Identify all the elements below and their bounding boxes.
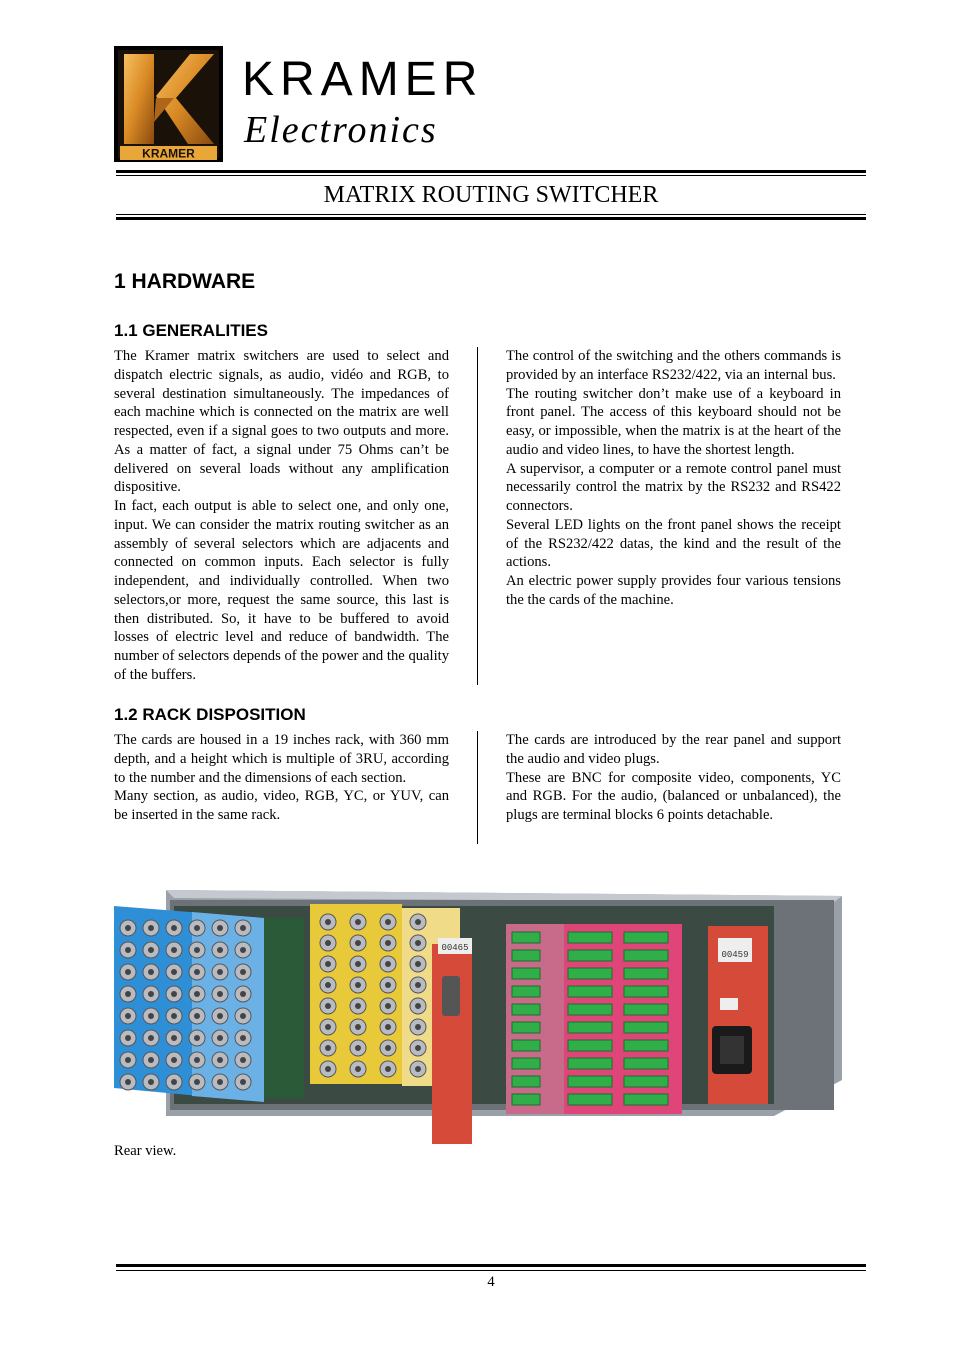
- title-rule-top-thick: [116, 170, 866, 173]
- kramer-logo: [114, 46, 223, 162]
- bnc-connector-pin: [194, 1013, 200, 1019]
- bnc-connector-pin: [171, 1079, 177, 1085]
- footer-rule-thick: [116, 1264, 866, 1267]
- bnc-connector-pin: [240, 1013, 246, 1019]
- terminal-block: [568, 986, 612, 997]
- title-rule-top-thin: [116, 175, 866, 176]
- bnc-connector-pin: [385, 961, 391, 967]
- bnc-connector-pin: [415, 1024, 421, 1030]
- bnc-connector-pin: [240, 1057, 246, 1063]
- paragraph: In fact, each output is able to select one, and only one, input. We can consider the matrix routing switcher as an assembly of several selectors which are adjacents and connected on common inputs. Each selector is fully independent, and individually controlled. When two selectors,or more, request the same source, this last is then distributed. So, it have to be buffered to avoid losses of electric level and reduce of bandwidth. The number of selectors depends of the power and the quality of the buffers.: [114, 498, 449, 683]
- bnc-connector-pin: [325, 1024, 331, 1030]
- document-title: MATRIX ROUTING SWITCHER: [323, 182, 659, 208]
- figure-caption: Rear view.: [114, 1143, 177, 1159]
- paragraph: These are BNC for composite video, components, YC and RGB. For the audio, (balanced or unbalanced), the plugs are terminal blocks 6 points detachable.: [506, 769, 841, 823]
- bnc-connector-pin: [148, 1057, 154, 1063]
- subsection-heading-generalities: 1.1 GENERALITIES: [114, 321, 268, 340]
- bnc-connector-pin: [217, 925, 223, 931]
- bnc-connector-pin: [194, 969, 200, 975]
- bnc-connector-pin: [125, 1035, 131, 1041]
- bnc-connector-pin: [194, 1057, 200, 1063]
- terminal-block: [568, 1058, 612, 1069]
- bnc-connector-pin: [148, 991, 154, 997]
- terminal-block: [512, 1022, 540, 1033]
- terminal-block: [568, 1076, 612, 1087]
- bnc-connector-pin: [171, 1013, 177, 1019]
- bnc-connector-pin: [415, 982, 421, 988]
- subsection-heading-rack-disposition: 1.2 RACK DISPOSITION: [114, 705, 306, 724]
- bnc-connector-pin: [240, 969, 246, 975]
- paragraph: An electric power supply provides four various tensions the the cards of the machine.: [506, 573, 841, 608]
- brand-subtitle: Electronics: [244, 109, 438, 151]
- section-heading: 1 HARDWARE: [114, 270, 256, 293]
- bnc-connector-pin: [171, 1035, 177, 1041]
- footer-rule-thin: [116, 1270, 866, 1271]
- bnc-connector-pin: [125, 969, 131, 975]
- bnc-connector-pin: [217, 991, 223, 997]
- bnc-connector-pin: [385, 982, 391, 988]
- bnc-connector-pin: [171, 969, 177, 975]
- terminal-block: [624, 950, 668, 961]
- bnc-connector-pin: [217, 969, 223, 975]
- paragraph: The control of the switching and the others commands is provided by an interface RS232/422, via an internal bus.: [506, 348, 841, 383]
- rack-right-column: [506, 731, 841, 825]
- generalities-right-column: [506, 347, 841, 610]
- bnc-connector-pin: [125, 925, 131, 931]
- bnc-connector-pin: [125, 991, 131, 997]
- bnc-connector-pin: [415, 961, 421, 967]
- bnc-connector-pin: [148, 1035, 154, 1041]
- bnc-connector-pin: [194, 947, 200, 953]
- bnc-connector-pin: [217, 1079, 223, 1085]
- bnc-connector-pin: [325, 1045, 331, 1051]
- terminal-block: [512, 986, 540, 997]
- bnc-connector-pin: [194, 1079, 200, 1085]
- bnc-connector-pin: [125, 1079, 131, 1085]
- bnc-connector-pin: [385, 919, 391, 925]
- terminal-block: [512, 1094, 540, 1105]
- bnc-connector-pin: [385, 1045, 391, 1051]
- bnc-connector-pin: [415, 1045, 421, 1051]
- paragraph: Many section, as audio, video, RGB, YC, or YUV, can be inserted in the same rack.: [114, 788, 449, 823]
- bnc-connector-pin: [194, 991, 200, 997]
- bnc-connector-pin: [385, 1003, 391, 1009]
- terminal-block: [624, 932, 668, 943]
- terminal-block: [568, 950, 612, 961]
- bnc-connector-pin: [217, 1035, 223, 1041]
- bnc-connector-pin: [194, 1035, 200, 1041]
- paragraph: A supervisor, a computer or a remote control panel must necessarily control the matrix by the RS232 and RS422 connectors.: [506, 460, 841, 514]
- bnc-connector-pin: [415, 1003, 421, 1009]
- terminal-block: [512, 968, 540, 979]
- bnc-connector-pin: [355, 1045, 361, 1051]
- terminal-block: [568, 968, 612, 979]
- bnc-connector-pin: [148, 925, 154, 931]
- terminal-block: [568, 932, 612, 943]
- bnc-connector-pin: [415, 1066, 421, 1072]
- brand-name: KRAMER: [242, 53, 484, 106]
- bnc-connector-pin: [125, 1013, 131, 1019]
- bnc-connector-pin: [325, 1003, 331, 1009]
- paragraph: The cards are housed in a 19 inches rack, with 360 mm depth, and a height which is multiple of 3RU, according to the number and the dimensions of each section.: [114, 732, 449, 786]
- terminal-block: [512, 1004, 540, 1015]
- bnc-connector-pin: [325, 1066, 331, 1072]
- bnc-connector-pin: [240, 925, 246, 931]
- bnc-connector-pin: [171, 991, 177, 997]
- bnc-connector-pin: [217, 1013, 223, 1019]
- title-rule-bottom-thick: [116, 217, 866, 220]
- bnc-connector-pin: [325, 961, 331, 967]
- bnc-connector-pin: [125, 947, 131, 953]
- bnc-connector-pin: [355, 1024, 361, 1030]
- bnc-connector-pin: [385, 1066, 391, 1072]
- bnc-connector-pin: [240, 991, 246, 997]
- card-label-2: 00459: [721, 950, 749, 960]
- terminal-block: [568, 1022, 612, 1033]
- terminal-block: [568, 1094, 612, 1105]
- bnc-connector-pin: [125, 1057, 131, 1063]
- card-label-1: 00465: [441, 943, 469, 953]
- terminal-block: [624, 968, 668, 979]
- bnc-connector-pin: [355, 1003, 361, 1009]
- bnc-connector-pin: [355, 961, 361, 967]
- terminal-block: [624, 1004, 668, 1015]
- terminal-block: [568, 1040, 612, 1051]
- terminal-block: [512, 1058, 540, 1069]
- bnc-connector-pin: [355, 940, 361, 946]
- logo-text: KRAMER: [142, 146, 195, 161]
- bnc-connector-pin: [325, 919, 331, 925]
- terminal-block: [624, 1058, 668, 1069]
- bnc-connector-pin: [240, 1079, 246, 1085]
- bnc-connector-pin: [171, 925, 177, 931]
- bnc-connector-pin: [148, 969, 154, 975]
- paragraph: The routing switcher don’t make use of a keyboard in front panel. The access of this keyboard should not be easy, or impossible, when the matrix is at the heart of the audio and video lines, to have the shortest length.: [506, 385, 841, 458]
- bnc-connector-pin: [148, 947, 154, 953]
- bnc-connector-pin: [194, 925, 200, 931]
- bnc-connector-pin: [148, 1079, 154, 1085]
- terminal-block: [512, 950, 540, 961]
- bnc-connector-pin: [415, 940, 421, 946]
- column-divider: [477, 731, 478, 844]
- paragraph: The Kramer matrix switchers are used to select and dispatch electric signals, as audio, vidéo and RGB, to several destination simultaneously. The impedances of each machine which is connected on the matrix are well respected, even if a signal goes to two outputs and more. As a matter of fact, a signal under 75 Ohms can’t be delivered on several loads without any amplification dispositive.: [114, 348, 449, 496]
- bnc-connector-pin: [325, 982, 331, 988]
- terminal-block: [568, 1004, 612, 1015]
- bnc-connector-pin: [355, 1066, 361, 1072]
- page-number: 4: [487, 1274, 495, 1290]
- bnc-connector-pin: [240, 1035, 246, 1041]
- bnc-connector-pin: [217, 1057, 223, 1063]
- bnc-connector-pin: [355, 982, 361, 988]
- bnc-connector-pin: [240, 947, 246, 953]
- bnc-connector-pin: [355, 919, 361, 925]
- rack-left-column: [114, 731, 449, 825]
- rack-photo: [114, 866, 842, 1146]
- bnc-connector-pin: [171, 1057, 177, 1063]
- title-rule-bottom-thin: [116, 214, 866, 215]
- bnc-connector-pin: [217, 947, 223, 953]
- column-divider: [477, 347, 478, 685]
- bnc-connector-pin: [325, 940, 331, 946]
- paragraph: The cards are introduced by the rear panel and support the audio and video plugs.: [506, 732, 841, 767]
- terminal-block: [512, 1040, 540, 1051]
- terminal-block: [624, 1022, 668, 1033]
- generalities-left-column: [114, 347, 449, 685]
- bnc-connector-pin: [171, 947, 177, 953]
- terminal-block: [624, 1076, 668, 1087]
- terminal-block: [624, 986, 668, 997]
- bnc-connector-pin: [385, 1024, 391, 1030]
- bnc-connector-pin: [385, 940, 391, 946]
- terminal-block: [624, 1040, 668, 1051]
- bnc-connector-pin: [148, 1013, 154, 1019]
- terminal-block: [624, 1094, 668, 1105]
- terminal-block: [512, 932, 540, 943]
- terminal-block: [512, 1076, 540, 1087]
- bnc-connector-pin: [415, 919, 421, 925]
- paragraph: Several LED lights on the front panel shows the receipt of the RS232/422 datas, the kind and the result of the actions.: [506, 516, 841, 571]
